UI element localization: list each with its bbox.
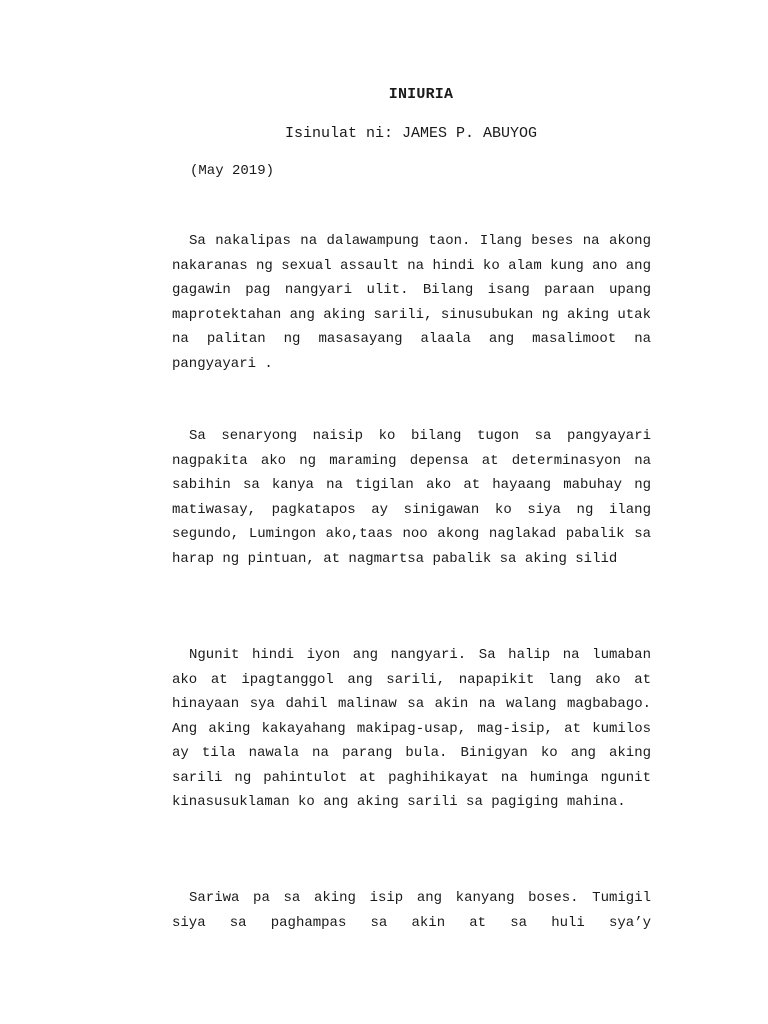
document-title: INIURIA <box>388 86 454 103</box>
paragraph-2: Sa senaryong naisip ko bilang tugon sa pangyayari nagpakita ako ng maraming depensa at determinasyon na sabihin sa kanya na tigilan ako at hayaang mabuhay ng matiwasay, pagkatapos ay sinigawan ko siya ng ilang segundo, Lumingon ako,taas noo akong naglakad pabalik sa harap ng pintuan, at nagmartsa pabalik sa aking silid <box>172 428 651 567</box>
paragraph-3: Ngunit hindi iyon ang nangyari. Sa halip na lumaban ako at ipagtanggol ang sarili, napapikit lang ako at hinayaan sya dahil malinaw sa akin na walang magbabago. Ang aking kakayahang makipag-usap, mag-isip, at kumilos ay tila nawala na parang bula. Binigyan ko ang aking sarili ng pahintulot at paghihikayat na huminga ngunit kinasusuklaman ko ang aking sarili sa pagiging mahina. <box>172 647 651 810</box>
author-byline: Isinulat ni: JAMES P. ABUYOG <box>284 125 538 142</box>
paragraph-1: Sa nakalipas na dalawampung taon. Ilang beses na akong nakaranas ng sexual assault na hindi ko alam kung ano ang gagawin pag nangyari ulit. Bilang isang paraan upang maprotektahan ang aking sarili, sinusubukan ng aking utak na palitan ng masasayang alaala ang masalimoot na pangyayari . <box>172 233 651 372</box>
document-date: (May 2019) <box>190 163 275 179</box>
paragraph-4: Sariwa pa sa aking isip ang kanyang boses. Tumigil siya sa paghampas sa akin at sa huli sya’y <box>172 890 651 931</box>
